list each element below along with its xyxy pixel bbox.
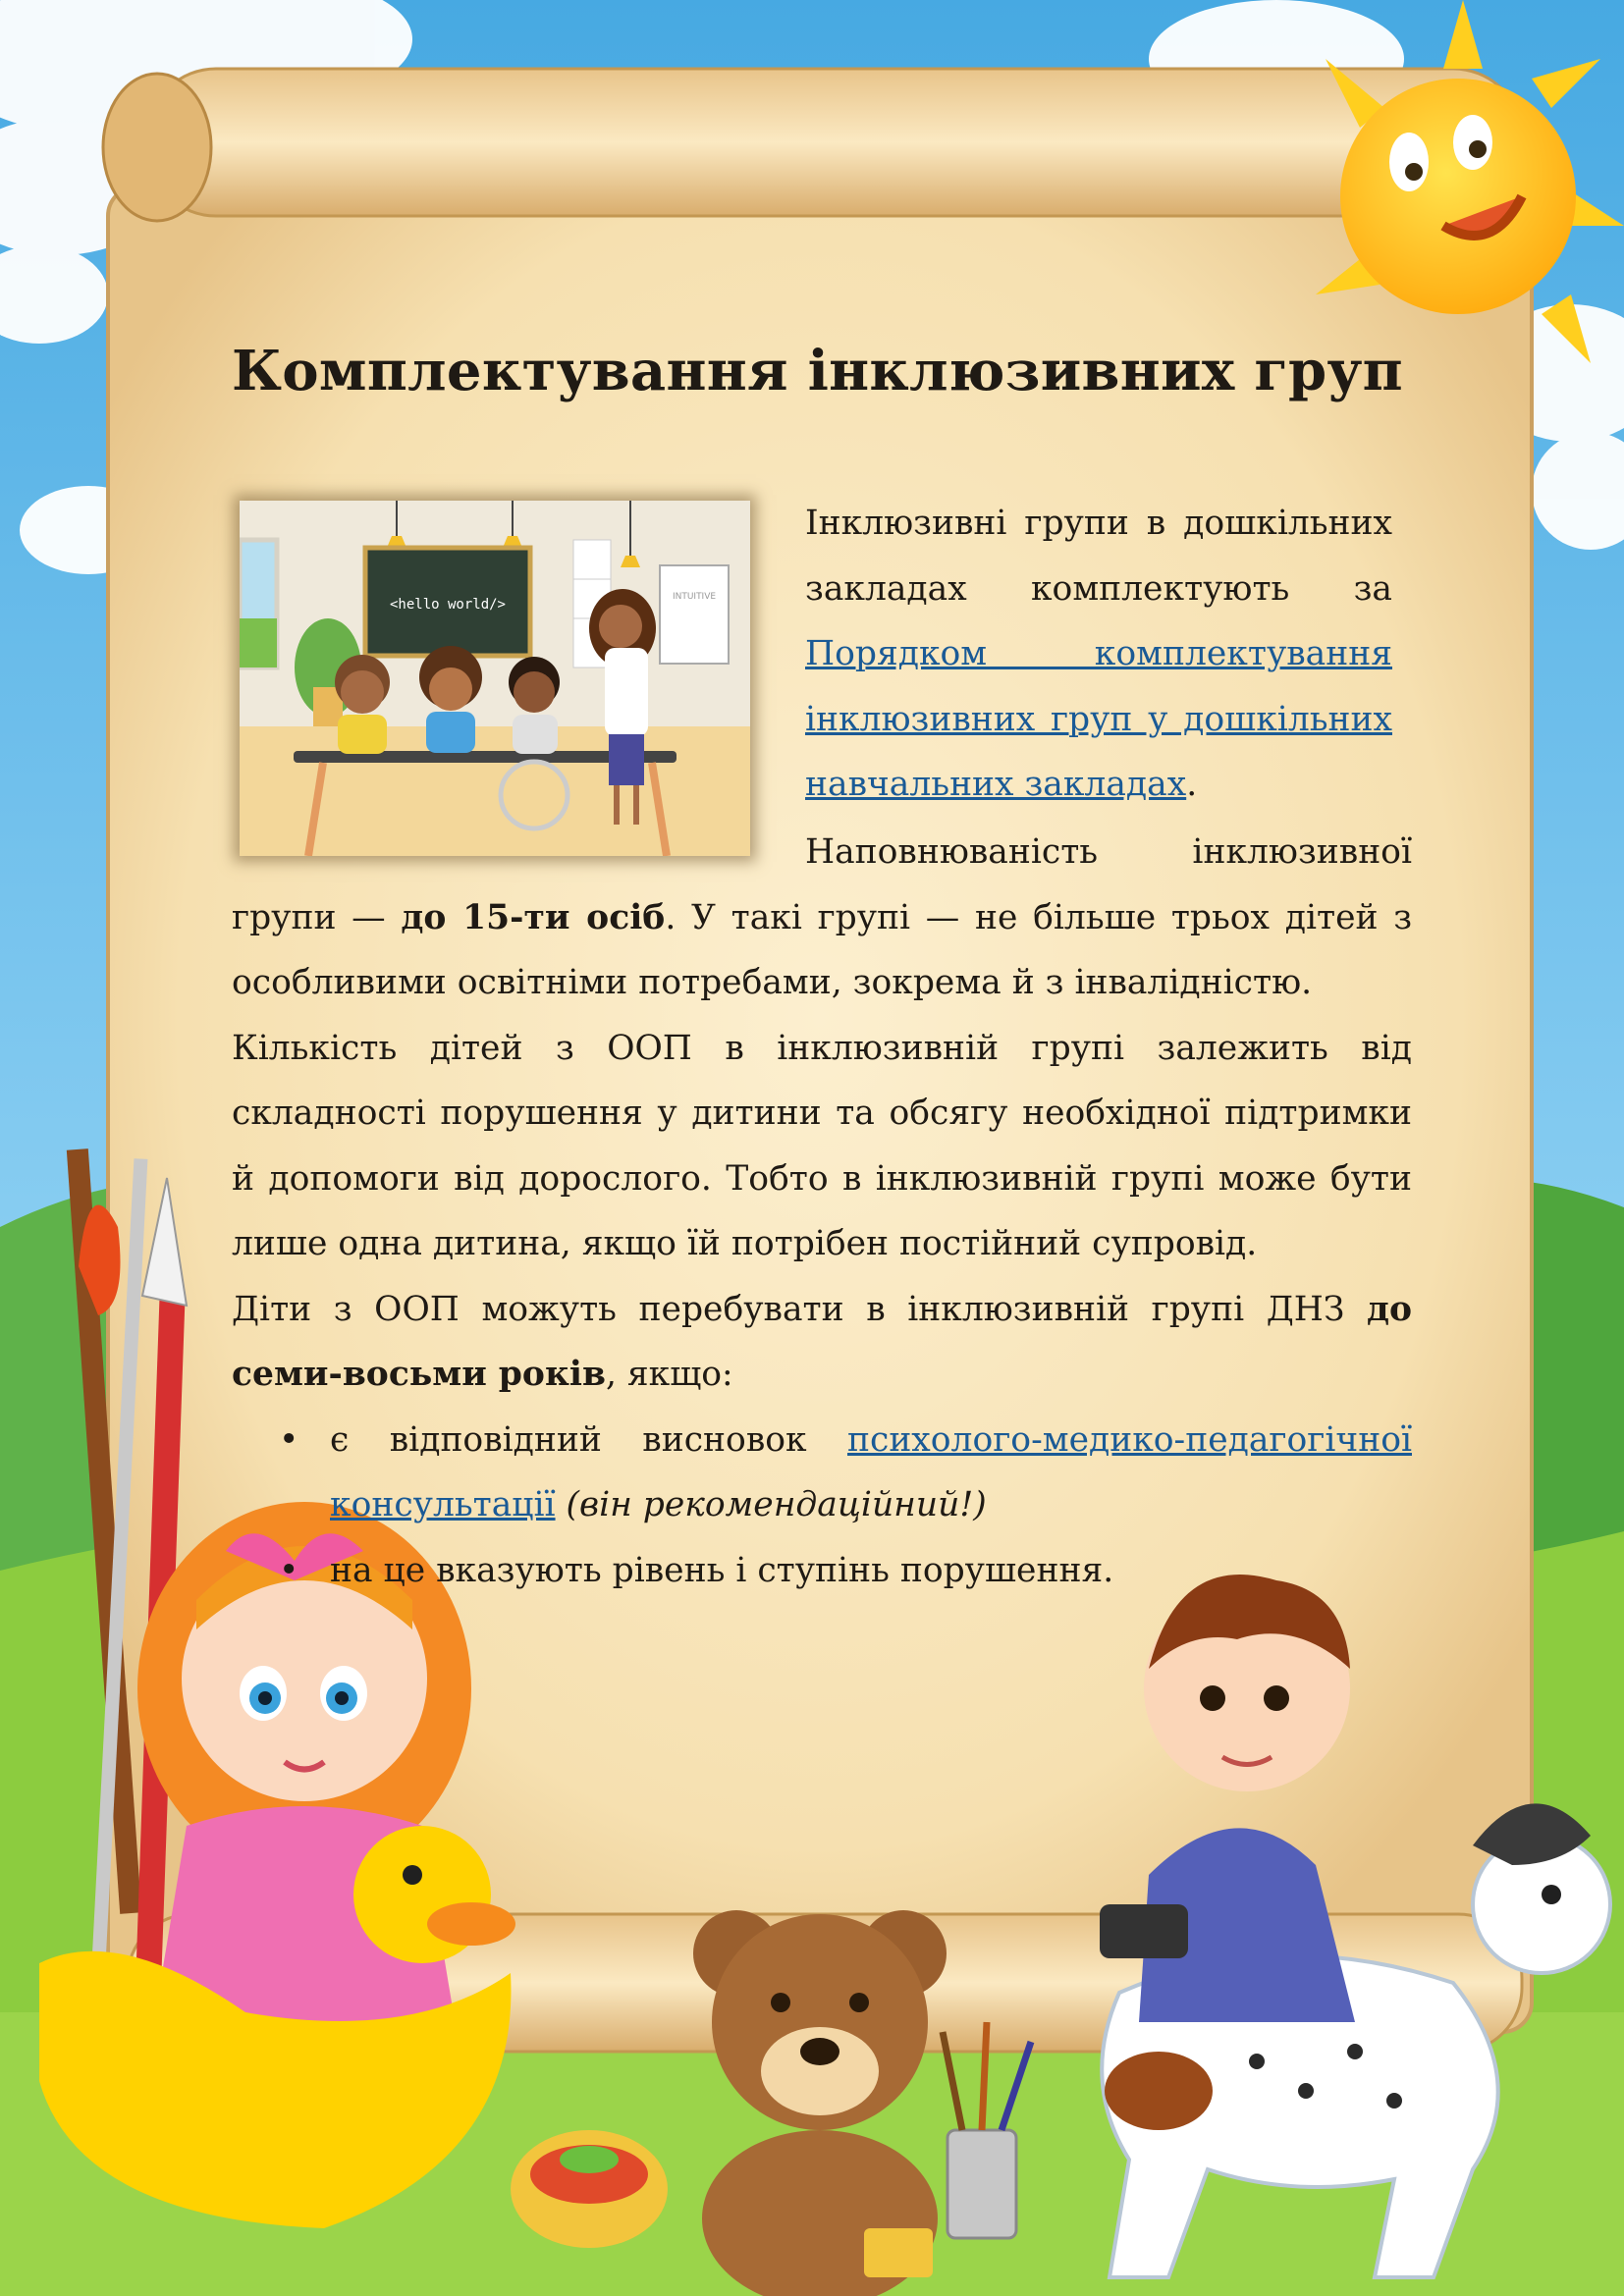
document-body	[232, 820, 1412, 1603]
group-size-bold: до 15-ти осіб	[401, 897, 666, 937]
list-item	[232, 1538, 1412, 1604]
list-item	[232, 1408, 1412, 1538]
bullet-icon: •	[279, 1419, 299, 1460]
intro-period: .	[1186, 765, 1198, 804]
paragraph-age-limit	[232, 1277, 1412, 1408]
paragraph-group-size	[232, 820, 1412, 1016]
link-pmpk-consultation[interactable]: психолого-медико-педагогічної консультації	[330, 1419, 1412, 1524]
age-limit-text: Діти з ООП можуть перебувати в інклюзивній групі ДНЗ	[232, 1289, 1345, 1329]
condition-note: (він рекомендаційний!)	[566, 1485, 987, 1524]
classroom-illustration	[240, 501, 750, 856]
paragraph-sen-count: Кількість дітей з ООП в інклюзивній групі залежить від складності порушення у дитини та обсягу необхідної підтримки й допомоги від дорослого. Тобто в інклюзивній групі може бути лише одна дитина, якщо їй потрібен постійний супровід.	[232, 1028, 1412, 1263]
group-size-text: Наповнюваність інклюзивної групи —	[232, 832, 1412, 937]
page-title: Комплектування інклюзивних груп	[232, 339, 1403, 403]
intro-paragraph	[805, 491, 1392, 818]
chalkboard-text: <hello world/>	[389, 597, 507, 613]
condition-text: є відповідний висновок	[330, 1419, 807, 1460]
intro-text: Інклюзивні групи в дошкільних закладах комплектують за	[805, 504, 1392, 609]
age-limit-bold: до семи-восьми років	[232, 1289, 1412, 1394]
condition-text: на це вказують рівень і ступінь порушення.	[330, 1550, 1114, 1590]
conditions-list	[232, 1408, 1412, 1604]
link-kindergarten-inclusion-order[interactable]: Порядком комплектування інклюзивних груп у дошкільних навчальних закладах	[805, 634, 1392, 804]
wall-sign-text: INTUITIVE	[672, 592, 717, 602]
age-limit-text-end: , якщо:	[605, 1355, 733, 1394]
group-size-text-end: . У такі групі — не більше трьох дітей з особливими освітніми потребами, зокрема й з інвалідністю.	[232, 897, 1413, 1002]
bullet-icon: •	[279, 1550, 299, 1590]
